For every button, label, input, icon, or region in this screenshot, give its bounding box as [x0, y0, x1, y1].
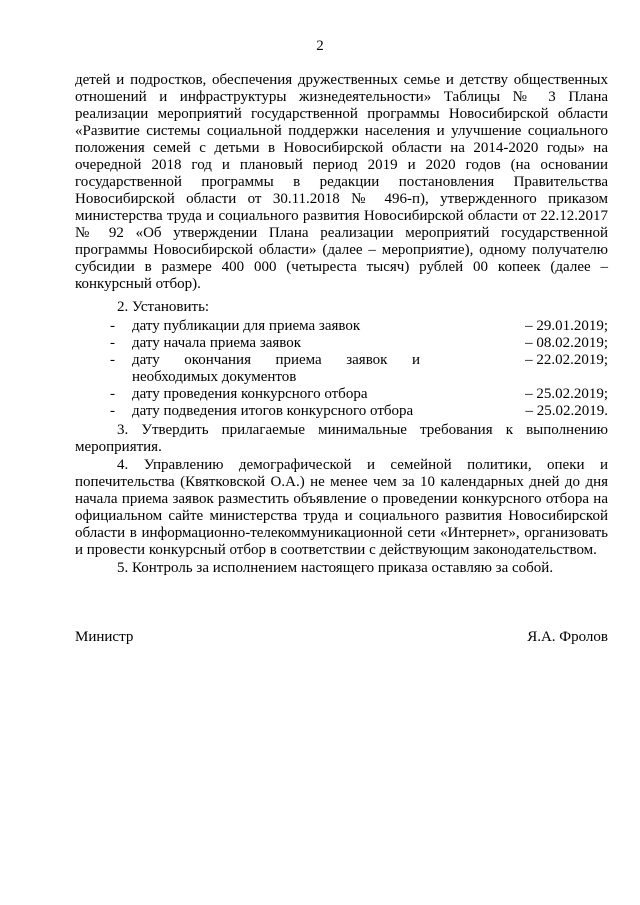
text-line: субсидии в размере 400 000 (четыреста тысяч) рублей 00 копеек (далее –	[75, 259, 608, 275]
text-line: министерства труда и социального развития Новосибирской области от 22.12.2017	[75, 208, 608, 224]
text-line: мероприятия.	[75, 439, 162, 455]
text-line: положения семей с детьми в Новосибирской области на 2014-2020 годы» на	[75, 140, 608, 156]
date-row-start	[110, 335, 608, 352]
item-4	[75, 457, 608, 559]
text-line: отношений и инфраструктуры жизнедеятельности» Таблицы № 3 Плана	[75, 89, 608, 105]
signature-name: Я.А. Фролов	[527, 629, 608, 645]
text-line: реализации мероприятий государственной программы Новосибирской области	[75, 106, 608, 122]
text-line: начала приема заявок разместить объявление о проведении конкурсного отбора на	[75, 491, 608, 507]
item-5-text: 5. Контроль за исполнением настоящего приказа оставляю за собой.	[117, 560, 554, 576]
date-label: дату начала приема заявок	[132, 335, 302, 351]
text-line: очередной 2018 год и плановый период 2019 и 2020 годов (на основании	[75, 157, 608, 173]
signature-position: Министр	[75, 629, 134, 645]
text-line: программы Новосибирской области» (далее – мероприятие), одному получателю	[75, 242, 608, 258]
date-value: – 29.01.2019;	[525, 318, 608, 334]
page-number: 2	[316, 38, 324, 54]
text-line: попечительства (Квятковской О.А.) не менее чем за 10 календарных дней до дня	[75, 474, 608, 490]
date-label: дату проведения конкурсного отбора	[132, 386, 368, 402]
date-value: – 25.02.2019;	[525, 386, 608, 402]
item-5	[75, 560, 608, 577]
paragraph-subsidy	[75, 72, 608, 293]
text-line: Новосибирской области от 30.11.2018 № 496-п), утвержденного приказом	[75, 191, 608, 207]
text-line: конкурсный отбор).	[75, 276, 201, 292]
text-line: 3. Утвердить прилагаемые минимальные требования к выполнению	[117, 422, 608, 438]
date-value: – 25.02.2019.	[525, 403, 608, 419]
date-row-end-continuation	[110, 369, 608, 386]
list-dash: -	[110, 335, 115, 351]
date-row-publication	[110, 318, 608, 335]
list-dash: -	[110, 318, 115, 334]
list-dash: -	[110, 403, 115, 419]
item-2-heading	[75, 299, 608, 316]
text-line: детей и подростков, обеспечения дружественных семье и детству общественных	[75, 72, 608, 88]
dates-list	[110, 318, 608, 420]
text-line: государственной программы в редакции постановления Правительства	[75, 174, 608, 190]
date-row-results	[110, 403, 608, 420]
text-line: официальном сайте министерства труда и социального развития Новосибирской	[75, 508, 608, 524]
date-label-continuation: необходимых документов	[132, 369, 297, 385]
text-line: и провести конкурсный отбор в соответствии с действующим законодательством.	[75, 542, 597, 558]
date-value: – 08.02.2019;	[525, 335, 608, 351]
item-3	[75, 422, 608, 456]
date-label: дату окончания приема заявок и	[132, 352, 420, 368]
date-value: – 22.02.2019;	[525, 352, 608, 368]
date-label: дату публикации для приема заявок	[132, 318, 361, 334]
list-dash: -	[110, 352, 115, 368]
date-row-selection	[110, 386, 608, 403]
text-line: № 92 «Об утверждении Плана реализации мероприятий государственной	[75, 225, 608, 241]
date-row-end	[110, 352, 608, 369]
item-2-heading-text: 2. Установить:	[117, 299, 210, 315]
text-line: 4. Управлению демографической и семейной политики, опеки и	[117, 457, 608, 473]
date-label: дату подведения итогов конкурсного отбора	[132, 403, 414, 419]
list-dash: -	[110, 386, 115, 402]
text-line: «Развитие системы социальной поддержки населения и улучшение социального	[75, 123, 608, 139]
text-line: области в информационно-телекоммуникационной сети «Интернет», организовать	[75, 525, 608, 541]
